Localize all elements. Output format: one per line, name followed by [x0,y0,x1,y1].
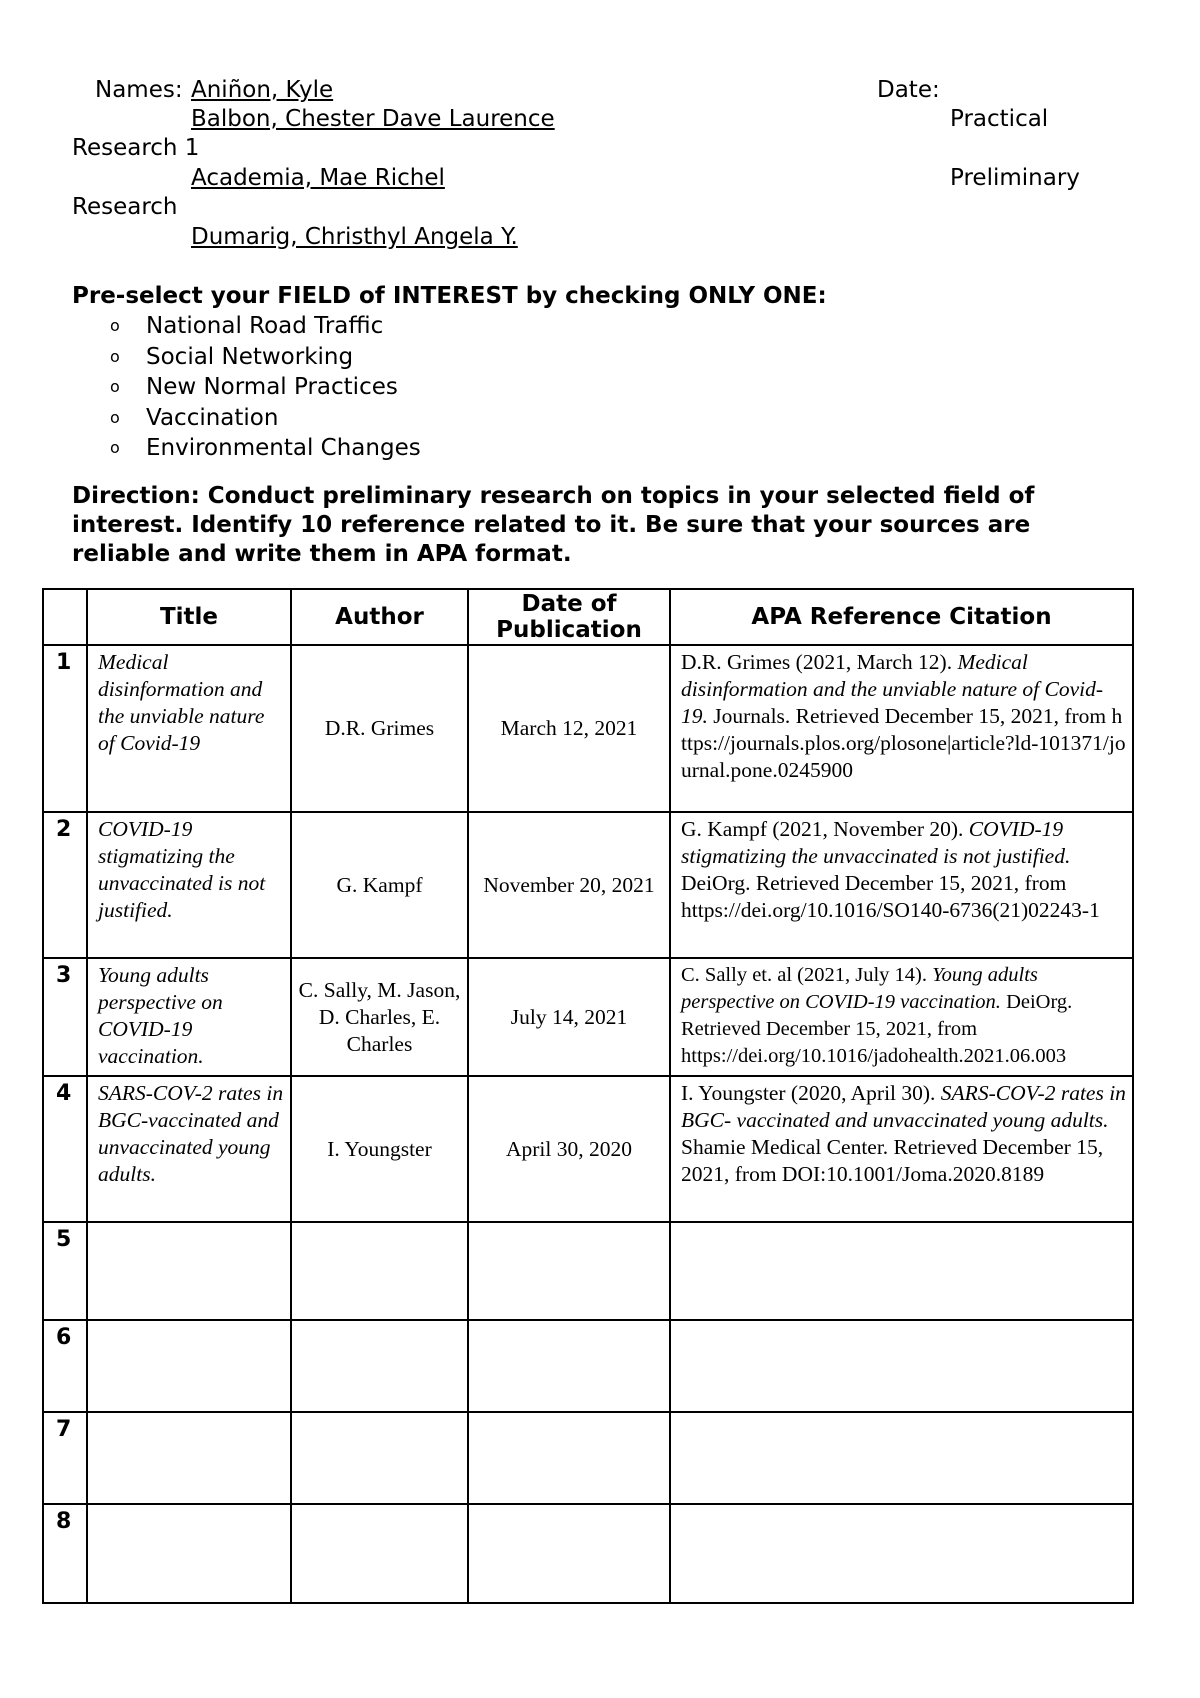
row-title[interactable] [87,1412,291,1504]
field-options-list [110,311,421,464]
row-title[interactable]: SARS-COV-2 rates in BGC-vaccinated and unvaccinated young adults. [87,1076,291,1222]
course-line-2: Research 1 [72,135,200,161]
row-citation[interactable] [670,1076,1133,1222]
course-line-1: Practical [950,106,1049,132]
row-number: 3 [43,958,87,1076]
row-title[interactable] [87,1222,291,1320]
task-line-2: Research [72,194,178,220]
task-line-1: Preliminary [950,165,1080,191]
table-row [43,1076,1133,1222]
row-title[interactable]: Medical disinformation and the unviable nature of Covid-19 [87,645,291,812]
row-title[interactable] [87,1504,291,1603]
field-option[interactable] [110,433,421,464]
row-date[interactable]: November 20, 2021 [468,812,670,958]
row-date[interactable] [468,1412,670,1504]
row-title[interactable]: Young adults perspective on COVID-19 vaccination. [87,958,291,1076]
row-date[interactable] [468,1222,670,1320]
header-date-line-1: Date of [521,591,617,617]
row-title[interactable]: COVID-19 stigmatizing the unvaccinated is not justified. [87,812,291,958]
row-author[interactable]: I. Youngster [291,1076,468,1222]
row-citation[interactable] [670,645,1133,812]
citation-suffix: DeiOrg. Retrieved December 15, 2021, from https://dei.org/10.1016/jadohealth.2021.06.003 [681,991,1073,1067]
row-date[interactable]: July 14, 2021 [468,958,670,1076]
row-number: 1 [43,645,87,812]
citation-title: Young adults perspective on COVID-19 vaccination. [681,964,1038,1013]
names-label: Names: [95,77,183,103]
row-number: 5 [43,1222,87,1320]
citation-suffix: Shamie Medical Center. Retrieved December 15, 2021, from DOI:10.1001/Joma.2020.8189 [681,1135,1104,1186]
student-name-3: Academia, Mae Richel [191,165,445,191]
row-date[interactable]: March 12, 2021 [468,645,670,812]
citation-prefix: G. Kampf (2021, November 20). [681,817,969,841]
header-author: Author [291,589,468,645]
row-citation[interactable] [670,1504,1133,1603]
row-author[interactable] [291,1222,468,1320]
row-date[interactable]: April 30, 2020 [468,1076,670,1222]
header-citation: APA Reference Citation [670,589,1133,645]
row-author[interactable] [291,1504,468,1603]
row-number: 8 [43,1504,87,1603]
field-option[interactable] [110,311,421,342]
table-row [43,1222,1133,1320]
field-option[interactable] [110,372,421,403]
citation-prefix: C. Sally et. al (2021, July 14). [681,964,933,986]
field-option-label: National Road Traffic [146,313,384,339]
row-citation[interactable] [670,958,1133,1076]
direction-text: Direction: Conduct preliminary research on topics in your selected field of interest. Identify 10 reference related to it. Be sure that your sources are reliable and write them in APA format. [72,483,1035,567]
header-number-cell [43,589,87,645]
date-label: Date: [877,77,940,103]
empty-checkbox-icon[interactable]: o [110,377,120,396]
row-author[interactable] [291,1320,468,1412]
field-option-label: Vaccination [146,404,279,431]
row-author[interactable]: C. Sally, M. Jason, D. Charles, E. Charles [291,958,468,1076]
citation-title: Medical disinformation and the unviable nature of Covid-19. [681,650,1104,728]
row-number: 4 [43,1076,87,1222]
citation-prefix: D.R. Grimes (2021, March 12). [681,650,958,674]
references-table [42,588,1134,1604]
header-title: Title [87,589,291,645]
row-number: 6 [43,1320,87,1412]
table-row [43,1412,1133,1504]
table-row [43,812,1133,958]
citation-title: COVID-19 stigmatizing the unvaccinated is not justified. [681,817,1071,868]
row-number: 2 [43,812,87,958]
table-row [43,1320,1133,1412]
row-title[interactable] [87,1320,291,1412]
field-option-label: Social Networking [146,343,354,370]
table-row [43,645,1133,812]
field-option-label: Environmental Changes [146,435,421,461]
row-citation[interactable] [670,812,1133,958]
table-header-row [43,589,1133,645]
field-prompt: Pre-select your FIELD of INTEREST by checking ONLY ONE: [72,283,827,309]
empty-checkbox-icon[interactable]: o [110,438,120,457]
row-author[interactable] [291,1412,468,1504]
header-date-line-2: Publication [496,617,642,643]
field-option[interactable] [110,403,421,434]
empty-checkbox-icon[interactable]: o [110,346,120,366]
citation-title: SARS-COV-2 rates in BGC- vaccinated and unvaccinated young adults. [681,1081,1126,1132]
empty-checkbox-icon[interactable]: o [110,316,120,335]
row-date[interactable] [468,1320,670,1412]
field-option[interactable] [110,342,421,373]
citation-suffix: Journals. Retrieved December 15, 2021, from https://journals.plos.org/plosone|article?ld-101371/journal.pone.0245900 [681,704,1126,782]
row-number: 7 [43,1412,87,1504]
row-author[interactable]: D.R. Grimes [291,645,468,812]
citation-suffix: DeiOrg. Retrieved December 15, 2021, from https://dei.org/10.1016/SO140-6736(21)02243-1 [681,871,1100,922]
student-name-4: Dumarig, Christhyl Angela Y. [191,224,518,250]
row-author[interactable]: G. Kampf [291,812,468,958]
table-row [43,1504,1133,1603]
field-option-label: New Normal Practices [146,374,398,400]
student-name-1: Aniñon, Kyle [191,77,334,103]
row-date[interactable] [468,1504,670,1603]
row-citation[interactable] [670,1412,1133,1504]
table-row [43,958,1133,1076]
header-date [468,589,670,645]
empty-checkbox-icon[interactable]: o [110,407,120,427]
row-citation[interactable] [670,1222,1133,1320]
row-citation[interactable] [670,1320,1133,1412]
student-name-2: Balbon, Chester Dave Laurence [191,106,555,132]
citation-prefix: I. Youngster (2020, April 30). [681,1081,941,1105]
